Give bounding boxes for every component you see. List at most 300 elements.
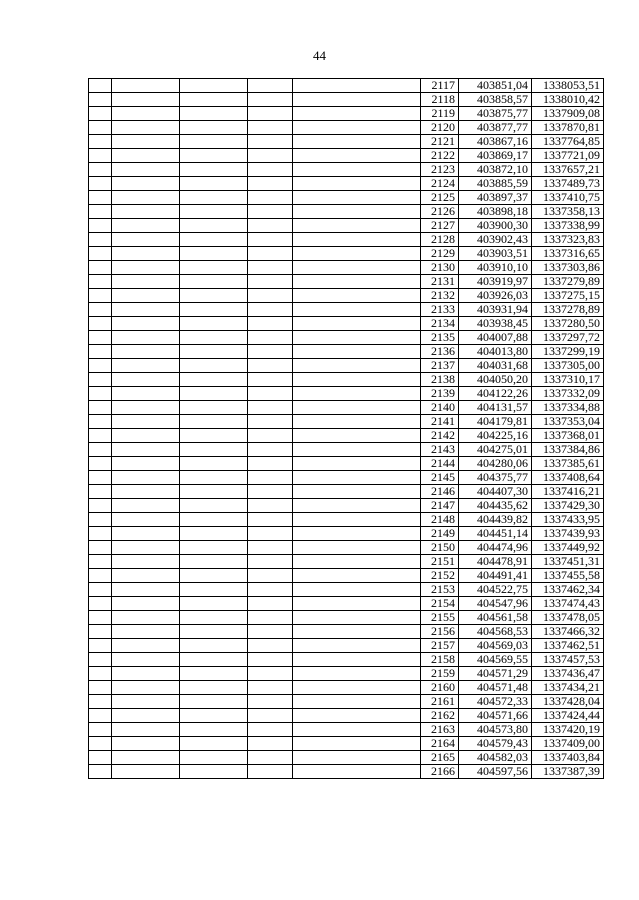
point-number-cell: 2158 (421, 653, 459, 667)
empty-cell (112, 149, 180, 163)
empty-cell (293, 695, 421, 709)
empty-cell (293, 541, 421, 555)
empty-cell (248, 261, 293, 275)
table-row (89, 541, 604, 555)
point-number-cell: 2119 (421, 107, 459, 121)
empty-cell (180, 331, 248, 345)
y-coordinate-cell: 1337466,32 (532, 625, 604, 639)
empty-cell (180, 401, 248, 415)
x-coordinate-cell: 404375,77 (459, 471, 532, 485)
empty-cell (112, 457, 180, 471)
y-coordinate-cell: 1337384,86 (532, 443, 604, 457)
empty-cell (112, 233, 180, 247)
y-coordinate-cell: 1337429,30 (532, 499, 604, 513)
empty-cell (293, 303, 421, 317)
empty-cell (293, 429, 421, 443)
empty-cell (89, 345, 112, 359)
y-coordinate-cell: 1337305,00 (532, 359, 604, 373)
table-row (89, 317, 604, 331)
table-row (89, 121, 604, 135)
x-coordinate-cell: 403897,37 (459, 191, 532, 205)
point-number-cell: 2130 (421, 261, 459, 275)
x-coordinate-cell: 404031,68 (459, 359, 532, 373)
x-coordinate-cell: 403931,94 (459, 303, 532, 317)
x-coordinate-cell: 403898,18 (459, 205, 532, 219)
table-row (89, 527, 604, 541)
empty-cell (89, 163, 112, 177)
y-coordinate-cell: 1337436,47 (532, 667, 604, 681)
table-row (89, 289, 604, 303)
table-row (89, 107, 604, 121)
empty-cell (89, 289, 112, 303)
empty-cell (180, 583, 248, 597)
x-coordinate-cell: 404474,96 (459, 541, 532, 555)
empty-cell (248, 471, 293, 485)
empty-cell (248, 317, 293, 331)
y-coordinate-cell: 1337420,19 (532, 723, 604, 737)
empty-cell (89, 401, 112, 415)
empty-cell (112, 177, 180, 191)
empty-cell (248, 457, 293, 471)
empty-cell (112, 387, 180, 401)
y-coordinate-cell: 1337451,31 (532, 555, 604, 569)
empty-cell (248, 373, 293, 387)
empty-cell (89, 317, 112, 331)
empty-cell (248, 653, 293, 667)
point-number-cell: 2127 (421, 219, 459, 233)
y-coordinate-cell: 1337764,85 (532, 135, 604, 149)
empty-cell (112, 205, 180, 219)
empty-cell (248, 93, 293, 107)
empty-cell (89, 737, 112, 751)
y-coordinate-cell: 1337416,21 (532, 485, 604, 499)
empty-cell (112, 597, 180, 611)
empty-cell (293, 387, 421, 401)
empty-cell (89, 135, 112, 149)
empty-cell (89, 611, 112, 625)
empty-cell (293, 205, 421, 219)
empty-cell (180, 261, 248, 275)
empty-cell (112, 527, 180, 541)
empty-cell (293, 527, 421, 541)
x-coordinate-cell: 404597,56 (459, 765, 532, 779)
empty-cell (112, 639, 180, 653)
point-number-cell: 2134 (421, 317, 459, 331)
empty-cell (89, 415, 112, 429)
empty-cell (180, 191, 248, 205)
table-row (89, 373, 604, 387)
table-row (89, 667, 604, 681)
empty-cell (293, 107, 421, 121)
empty-cell (112, 79, 180, 93)
point-number-cell: 2132 (421, 289, 459, 303)
y-coordinate-cell: 1337387,39 (532, 765, 604, 779)
empty-cell (180, 513, 248, 527)
y-coordinate-cell: 1337334,88 (532, 401, 604, 415)
x-coordinate-cell: 403872,10 (459, 163, 532, 177)
empty-cell (248, 513, 293, 527)
y-coordinate-cell: 1337721,09 (532, 149, 604, 163)
point-number-cell: 2125 (421, 191, 459, 205)
y-coordinate-cell: 1337338,99 (532, 219, 604, 233)
table-row (89, 513, 604, 527)
empty-cell (248, 79, 293, 93)
empty-cell (248, 583, 293, 597)
empty-cell (248, 681, 293, 695)
table-row (89, 681, 604, 695)
empty-cell (112, 317, 180, 331)
table-row (89, 723, 604, 737)
empty-cell (248, 723, 293, 737)
x-coordinate-cell: 404571,66 (459, 709, 532, 723)
empty-cell (293, 275, 421, 289)
x-coordinate-cell: 404582,03 (459, 751, 532, 765)
empty-cell (248, 499, 293, 513)
point-number-cell: 2135 (421, 331, 459, 345)
empty-cell (180, 471, 248, 485)
table-row (89, 625, 604, 639)
point-number-cell: 2146 (421, 485, 459, 499)
empty-cell (89, 93, 112, 107)
empty-cell (180, 751, 248, 765)
table-row (89, 415, 604, 429)
x-coordinate-cell: 403869,17 (459, 149, 532, 163)
empty-cell (112, 191, 180, 205)
empty-cell (248, 177, 293, 191)
table-row (89, 765, 604, 779)
empty-cell (180, 247, 248, 261)
y-coordinate-cell: 1337303,86 (532, 261, 604, 275)
y-coordinate-cell: 1337455,58 (532, 569, 604, 583)
empty-cell (112, 247, 180, 261)
table-row (89, 499, 604, 513)
empty-cell (89, 191, 112, 205)
empty-cell (180, 163, 248, 177)
empty-cell (89, 233, 112, 247)
point-number-cell: 2123 (421, 163, 459, 177)
x-coordinate-cell: 404478,91 (459, 555, 532, 569)
empty-cell (89, 387, 112, 401)
x-coordinate-cell: 404050,20 (459, 373, 532, 387)
empty-cell (112, 93, 180, 107)
x-coordinate-cell: 403926,03 (459, 289, 532, 303)
empty-cell (112, 765, 180, 779)
table-row (89, 79, 604, 93)
y-coordinate-cell: 1337474,43 (532, 597, 604, 611)
empty-cell (293, 219, 421, 233)
point-number-cell: 2117 (421, 79, 459, 93)
empty-cell (180, 219, 248, 233)
empty-cell (180, 597, 248, 611)
x-coordinate-cell: 404007,88 (459, 331, 532, 345)
table-row (89, 233, 604, 247)
empty-cell (248, 135, 293, 149)
point-number-cell: 2155 (421, 611, 459, 625)
empty-cell (293, 191, 421, 205)
point-number-cell: 2161 (421, 695, 459, 709)
empty-cell (180, 625, 248, 639)
table-row (89, 401, 604, 415)
empty-cell (248, 331, 293, 345)
empty-cell (112, 709, 180, 723)
y-coordinate-cell: 1337428,04 (532, 695, 604, 709)
x-coordinate-cell: 404280,06 (459, 457, 532, 471)
empty-cell (248, 205, 293, 219)
empty-cell (180, 233, 248, 247)
empty-cell (293, 667, 421, 681)
empty-cell (89, 471, 112, 485)
point-number-cell: 2120 (421, 121, 459, 135)
empty-cell (180, 695, 248, 709)
empty-cell (293, 177, 421, 191)
empty-cell (180, 723, 248, 737)
x-coordinate-cell: 403910,10 (459, 261, 532, 275)
x-coordinate-cell: 403902,43 (459, 233, 532, 247)
point-number-cell: 2128 (421, 233, 459, 247)
x-coordinate-cell: 404569,55 (459, 653, 532, 667)
empty-cell (112, 331, 180, 345)
empty-cell (248, 345, 293, 359)
empty-cell (293, 373, 421, 387)
empty-cell (293, 247, 421, 261)
empty-cell (248, 415, 293, 429)
empty-cell (89, 653, 112, 667)
empty-cell (248, 737, 293, 751)
empty-cell (89, 219, 112, 233)
empty-cell (248, 289, 293, 303)
point-number-cell: 2143 (421, 443, 459, 457)
empty-cell (112, 471, 180, 485)
empty-cell (89, 457, 112, 471)
empty-cell (248, 219, 293, 233)
y-coordinate-cell: 1337323,83 (532, 233, 604, 247)
empty-cell (112, 485, 180, 499)
empty-cell (180, 653, 248, 667)
x-coordinate-cell: 404435,62 (459, 499, 532, 513)
empty-cell (89, 359, 112, 373)
empty-cell (248, 527, 293, 541)
y-coordinate-cell: 1337462,51 (532, 639, 604, 653)
coordinates-table (88, 78, 604, 779)
empty-cell (112, 373, 180, 387)
table-row (89, 611, 604, 625)
point-number-cell: 2149 (421, 527, 459, 541)
empty-cell (112, 121, 180, 135)
table-row (89, 443, 604, 457)
y-coordinate-cell: 1337870,81 (532, 121, 604, 135)
x-coordinate-cell: 404439,82 (459, 513, 532, 527)
empty-cell (89, 555, 112, 569)
x-coordinate-cell: 404179,81 (459, 415, 532, 429)
empty-cell (89, 583, 112, 597)
x-coordinate-cell: 404407,30 (459, 485, 532, 499)
table-row (89, 345, 604, 359)
y-coordinate-cell: 1337909,08 (532, 107, 604, 121)
empty-cell (89, 527, 112, 541)
empty-cell (89, 107, 112, 121)
empty-cell (180, 415, 248, 429)
x-coordinate-cell: 403858,57 (459, 93, 532, 107)
point-number-cell: 2153 (421, 583, 459, 597)
x-coordinate-cell: 403938,45 (459, 317, 532, 331)
empty-cell (89, 709, 112, 723)
empty-cell (293, 653, 421, 667)
table-row (89, 261, 604, 275)
y-coordinate-cell: 1337275,15 (532, 289, 604, 303)
empty-cell (293, 765, 421, 779)
empty-cell (180, 135, 248, 149)
x-coordinate-cell: 404122,26 (459, 387, 532, 401)
point-number-cell: 2139 (421, 387, 459, 401)
x-coordinate-cell: 404561,58 (459, 611, 532, 625)
x-coordinate-cell: 404131,57 (459, 401, 532, 415)
table-row (89, 163, 604, 177)
point-number-cell: 2151 (421, 555, 459, 569)
point-number-cell: 2133 (421, 303, 459, 317)
empty-cell (248, 555, 293, 569)
empty-cell (180, 541, 248, 555)
y-coordinate-cell: 1337403,84 (532, 751, 604, 765)
empty-cell (89, 149, 112, 163)
empty-cell (248, 359, 293, 373)
empty-cell (248, 695, 293, 709)
empty-cell (180, 289, 248, 303)
empty-cell (293, 597, 421, 611)
table-row (89, 555, 604, 569)
empty-cell (248, 107, 293, 121)
x-coordinate-cell: 404571,48 (459, 681, 532, 695)
empty-cell (112, 681, 180, 695)
point-number-cell: 2140 (421, 401, 459, 415)
point-number-cell: 2165 (421, 751, 459, 765)
x-coordinate-cell: 404568,53 (459, 625, 532, 639)
empty-cell (248, 149, 293, 163)
table-row (89, 429, 604, 443)
empty-cell (248, 667, 293, 681)
empty-cell (89, 541, 112, 555)
empty-cell (112, 611, 180, 625)
empty-cell (180, 527, 248, 541)
point-number-cell: 2164 (421, 737, 459, 751)
y-coordinate-cell: 1337385,61 (532, 457, 604, 471)
empty-cell (293, 555, 421, 569)
empty-cell (180, 121, 248, 135)
table-row (89, 639, 604, 653)
point-number-cell: 2163 (421, 723, 459, 737)
empty-cell (293, 163, 421, 177)
empty-cell (112, 219, 180, 233)
empty-cell (112, 135, 180, 149)
empty-cell (248, 401, 293, 415)
point-number-cell: 2148 (421, 513, 459, 527)
x-coordinate-cell: 404571,29 (459, 667, 532, 681)
empty-cell (180, 611, 248, 625)
x-coordinate-cell: 404451,14 (459, 527, 532, 541)
table-row (89, 359, 604, 373)
page-number: 44 (313, 48, 326, 63)
x-coordinate-cell: 404572,33 (459, 695, 532, 709)
empty-cell (293, 149, 421, 163)
x-coordinate-cell: 404522,75 (459, 583, 532, 597)
table-row (89, 191, 604, 205)
table-row (89, 695, 604, 709)
empty-cell (180, 345, 248, 359)
x-coordinate-cell: 403900,30 (459, 219, 532, 233)
point-number-cell: 2162 (421, 709, 459, 723)
empty-cell (180, 457, 248, 471)
empty-cell (89, 723, 112, 737)
empty-cell (293, 737, 421, 751)
empty-cell (248, 569, 293, 583)
point-number-cell: 2129 (421, 247, 459, 261)
x-coordinate-cell: 403885,59 (459, 177, 532, 191)
empty-cell (293, 639, 421, 653)
empty-cell (112, 289, 180, 303)
empty-cell (248, 429, 293, 443)
table-row (89, 387, 604, 401)
empty-cell (248, 387, 293, 401)
empty-cell (180, 317, 248, 331)
y-coordinate-cell: 1337434,21 (532, 681, 604, 695)
point-number-cell: 2152 (421, 569, 459, 583)
empty-cell (112, 275, 180, 289)
empty-cell (89, 261, 112, 275)
y-coordinate-cell: 1337332,09 (532, 387, 604, 401)
empty-cell (293, 345, 421, 359)
empty-cell (248, 247, 293, 261)
x-coordinate-cell: 404013,80 (459, 345, 532, 359)
point-number-cell: 2156 (421, 625, 459, 639)
y-coordinate-cell: 1337297,72 (532, 331, 604, 345)
point-number-cell: 2145 (421, 471, 459, 485)
empty-cell (89, 695, 112, 709)
table-row (89, 457, 604, 471)
empty-cell (89, 429, 112, 443)
y-coordinate-cell: 1337439,93 (532, 527, 604, 541)
empty-cell (112, 625, 180, 639)
empty-cell (180, 93, 248, 107)
empty-cell (293, 681, 421, 695)
table-row (89, 653, 604, 667)
empty-cell (180, 275, 248, 289)
empty-cell (180, 485, 248, 499)
empty-cell (293, 401, 421, 415)
table-row (89, 303, 604, 317)
table-row (89, 219, 604, 233)
empty-cell (112, 723, 180, 737)
empty-cell (180, 639, 248, 653)
empty-cell (248, 275, 293, 289)
table-row (89, 205, 604, 219)
empty-cell (180, 149, 248, 163)
empty-cell (293, 331, 421, 345)
table-row (89, 569, 604, 583)
empty-cell (112, 443, 180, 457)
table-row (89, 751, 604, 765)
point-number-cell: 2124 (421, 177, 459, 191)
point-number-cell: 2142 (421, 429, 459, 443)
empty-cell (293, 709, 421, 723)
empty-cell (112, 303, 180, 317)
empty-cell (180, 79, 248, 93)
y-coordinate-cell: 1337433,95 (532, 513, 604, 527)
y-coordinate-cell: 1338053,51 (532, 79, 604, 93)
empty-cell (293, 499, 421, 513)
x-coordinate-cell: 403875,77 (459, 107, 532, 121)
table-row (89, 485, 604, 499)
x-coordinate-cell: 403867,16 (459, 135, 532, 149)
table-row (89, 135, 604, 149)
